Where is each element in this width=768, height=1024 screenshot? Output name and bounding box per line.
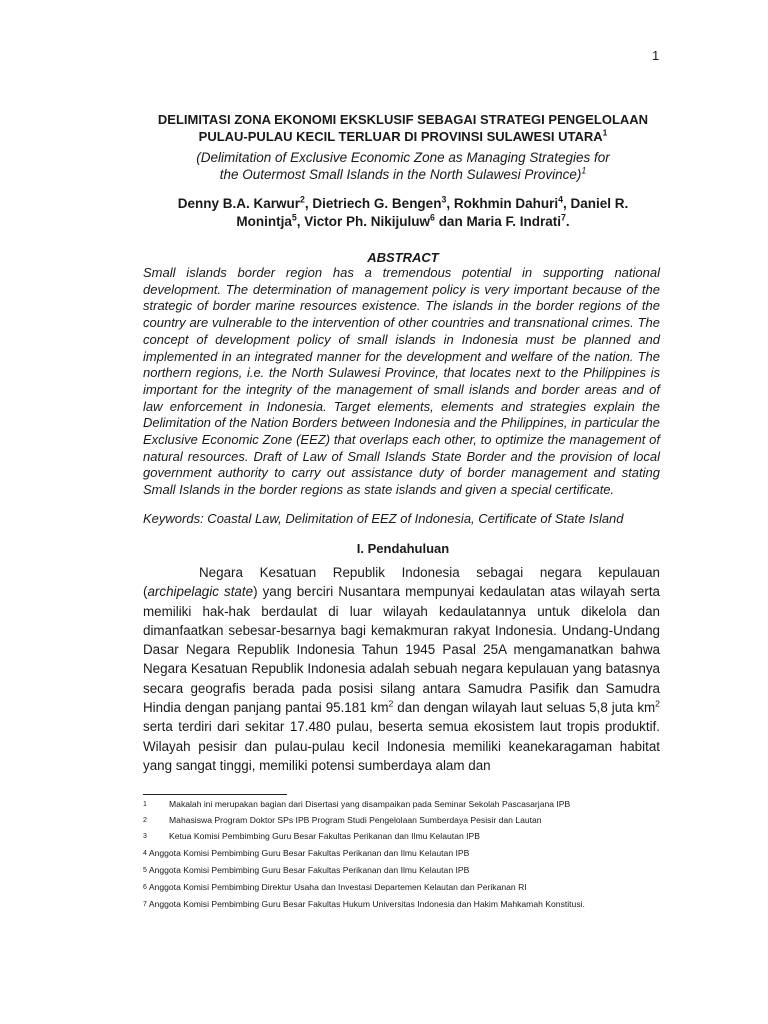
footnote-5: 5 Anggota Komisi Pembimbing Guru Besar Fakultas Perikanan dan Ilmu Kelautan IPB [143, 865, 470, 875]
footnote-4: 4 Anggota Komisi Pembimbing Guru Besar Fakultas Perikanan dan Ilmu Kelautan IPB [143, 848, 470, 858]
abstract-heading: ABSTRACT [367, 250, 439, 265]
english-title-line-1: (Delimitation of Exclusive Economic Zone as Managing Strategies for [196, 150, 610, 165]
abstract-text: Small islands border region has a tremendous potential in supporting national development. The determination of management policy is very important because of the strategic of border marine resources existence. The islands in the border regions of the country are vulnerable to the intervention of other countries and transnational crimes. The concept of development policy of small islands in Indonesia must be planned and implemented in an integrated manner for the development and welfare of the nation. The northern regions, i.e. the North Sulawesi Province, that locates next to the Philippines is important for the integrity of the management of small islands and border areas and of law enforcement in Indonesia. Target elements, elements and strategies explain the Delimitation of the Nation Borders between Indonesia and the Philippines, in particular the Exclusive Economic Zone (EEZ) that overlaps each other, to optimize the management of natural resources. Draft of Law of Small Islands State Border and the provision of local government authority to carry out assistance duty of border management and stating Small Islands in the border regions as state islands and given a special certificate. [143, 265, 660, 498]
footnote-6: 6 Anggota Komisi Pembimbing Direktur Usaha dan Investasi Departemen Kelautan dan Perikanan RI [143, 882, 527, 892]
footnote-separator [143, 794, 287, 795]
paper-title [143, 111, 663, 145]
page-number: 1 [652, 48, 660, 63]
english-title-line-2: the Outermost Small Islands in the North Sulawesi Province)$^1$ [219, 165, 587, 182]
author-line-1: Denny B.A. Karwur$^2$, Dietriech G. Bengen$^3$, Rokhmin Dahuri$^4$, Daniel R. [177, 194, 629, 211]
intro-paragraph: Negara Kesatuan Republik Indonesia sebagai negara kepulauan (archipelagic state) yang berciri Nusantara mempunyai kedaulatan atas wilayah serta memiliki hak-hak berdaulat di luar wilayah kedaulatannya untuk dikelola dan dimanfaatkan sebesar-besarnya bagi kemakmuran rakyat Indonesia. Undang-Undang Dasar Negara Republik Indonesia Tahun 1945 Pasal 25A mengamanatkan bahwa Negara Kesatuan Republik Indonesia adalah sebuah negara kepulauan yang batasnya secara geografis berada pada posisi silang antara Samudra Pasifik dan Samudra Hindia dengan panjang pantai 95.181 $km^2$ dan dengan wilayah laut seluas 5,8 juta $km^2$ serta terdiri dari sekitar 17.480 pulau, beserta semua ekosistem laut tropis produktif. Wilayah pesisir dan pulau-pulau kecil Indonesia memiliki keanekaragaman habitat yang sangat tinggi, memiliki potensi sumberdaya alam dan [143, 565, 661, 773]
footnote-3: 3 Ketua Komisi Pembimbing Guru Besar Fakultas Perikanan dan Ilmu Kelautan IPB [143, 831, 480, 841]
section-heading: I. Pendahuluan [356, 541, 450, 556]
footnote-7: 7 Anggota Komisi Pembimbing Guru Besar Fakultas Hukum Universitas Indonesia dan Hakim Mahkamah Konstitusi. [143, 899, 585, 909]
footnote-1: 1 Makalah ini merupakan bagian dari Disertasi yang disampaikan pada Seminar Sekolah Pascasarjana IPB [143, 799, 571, 809]
english-title [143, 149, 663, 183]
keywords: Keywords: Coastal Law, Delimitation of EEZ of Indonesia, Certificate of State Island [143, 511, 624, 526]
author-list [143, 195, 663, 231]
author-line-2: Monintja$^5$, Victor Ph. Nikijuluw$^6$ dan Maria F. Indrati$^7$. [236, 212, 570, 229]
title-line-2: PULAU-PULAU KECIL TERLUAR DI PROVINSI SULAWESI UTARA$^1$ [198, 127, 608, 144]
footnote-2: 2 Mahasiswa Program Doktor SPs IPB Program Studi Pengelolaan Sumberdaya Pesisir dan Lautan [143, 815, 542, 825]
title-line-1: DELIMITASI ZONA EKONOMI EKSKLUSIF SEBAGAI STRATEGI PENGELOLAAN [157, 112, 649, 127]
